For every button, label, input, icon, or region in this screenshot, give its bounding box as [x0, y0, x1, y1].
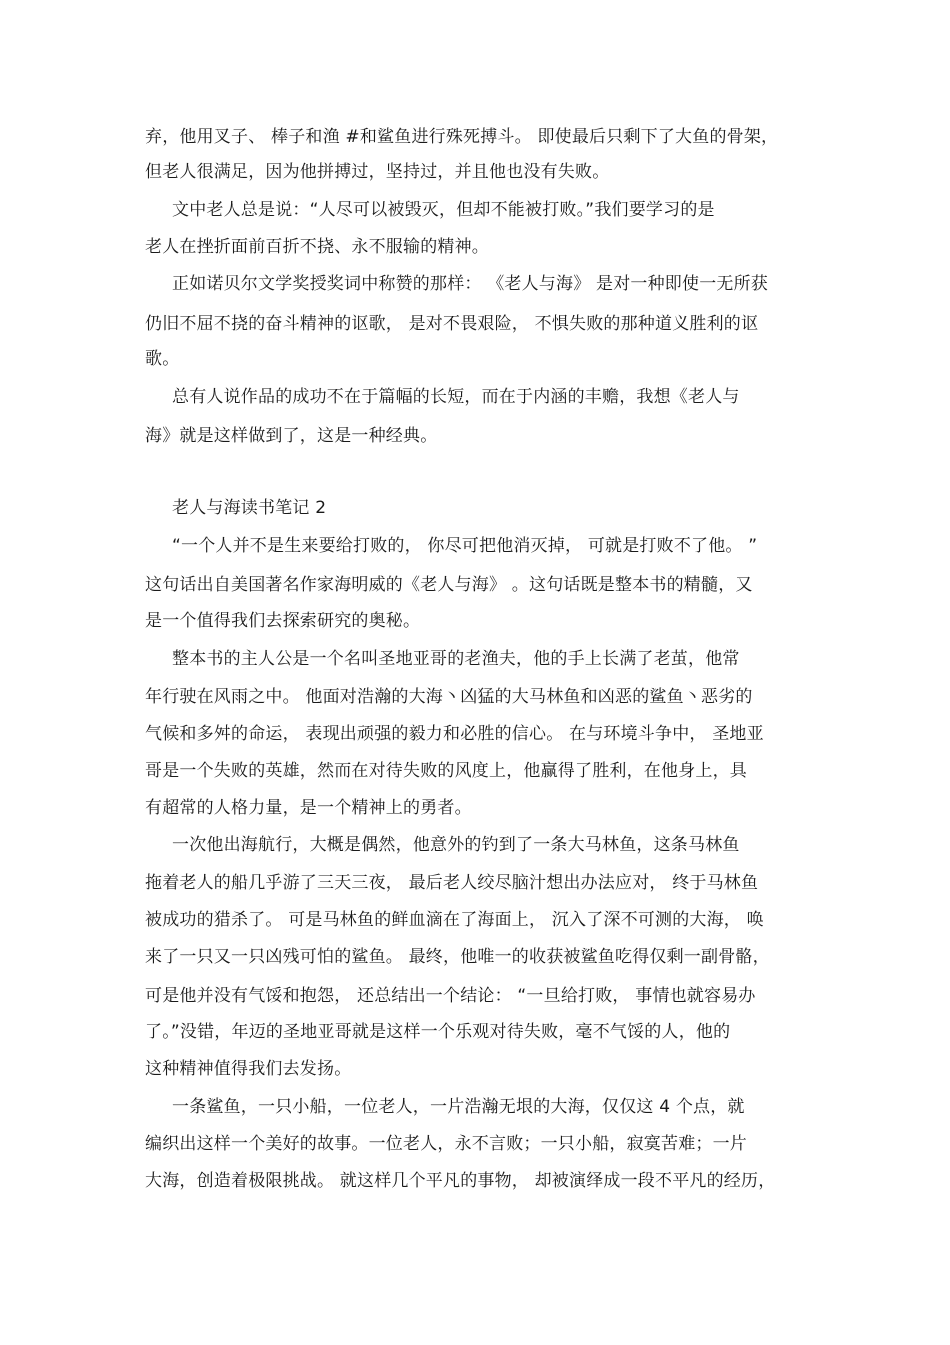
text-line: 正如诺贝尔文学奖授奖词中称赞的那样： 《老人与海》 是对一种即使一无所获	[172, 274, 769, 294]
text-line: 有超常的人格力量，是一个精神上的勇者。	[145, 798, 472, 818]
text-line: 但老人很满足，因为他拼搏过，坚持过，并且他也没有失败。	[145, 162, 610, 182]
text-line: 年行驶在风雨之中。 他面对浩瀚的大海丶凶猛的大马林鱼和凶恶的鲨鱼丶恶劣的	[145, 687, 753, 707]
text-line: 一次他出海航行，大概是偶然，他意外的钓到了一条大马林鱼，这条马林鱼	[172, 835, 740, 855]
text-line: 来了一只又一只凶残可怕的鲨鱼。 最终，他唯一的收获被鲨鱼吃得仅剩一副骨骼，	[145, 947, 770, 967]
text-line: 哥是一个失败的英雄，然而在对待失败的风度上，他赢得了胜利，在他身上，具	[145, 761, 747, 781]
text-line: 海》就是这样做到了，这是一种经典。	[145, 426, 438, 446]
text-line: 了。”没错，年迈的圣地亚哥就是这样一个乐观对待失败，毫不气馁的人，他的	[145, 1022, 731, 1042]
text-line: 这句话出自美国著名作家海明威的《老人与海》 。这句话既是整本书的精髓，又	[145, 575, 753, 595]
text-line: 可是他并没有气馁和抱怨， 还总结出一个结论： “一旦给打败， 事情也就容易办	[145, 986, 756, 1006]
text-line: 仍旧不屈不挠的奋斗精神的讴歌， 是对不畏艰险， 不惧失败的那种道义胜利的讴	[145, 314, 759, 334]
text-line: 拖着老人的船几乎游了三天三夜， 最后老人绞尽脑汁想出办法应对， 终于马林鱼	[145, 873, 759, 893]
text-line: 弃，他用叉子、 棒子和渔 #和鲨鱼进行殊死搏斗。 即使最后只剩下了大鱼的骨架，	[145, 127, 779, 147]
text-line: 大海，创造着极限挑战。 就这样几个平凡的事物， 却被演绎成一段不平凡的经历，	[145, 1171, 776, 1191]
text-line: 被成功的猎杀了。 可是马林鱼的鲜血滴在了海面上， 沉入了深不可测的大海， 唤	[145, 910, 764, 930]
text-line: 老人在挫折面前百折不挠、永不服输的精神。	[145, 237, 489, 257]
text-line: 一条鲨鱼，一只小船，一位老人，一片浩瀚无垠的大海，仅仅这 4 个点，就	[172, 1097, 745, 1117]
text-line: “一个人并不是生来要给打败的， 你尽可把他消灭掉， 可就是打败不了他。 ”	[172, 536, 758, 556]
text-line: 文中老人总是说：“人尽可以被毁灭，但却不能被打败。”我们要学习的是	[172, 200, 715, 220]
section-title: 老人与海读书笔记 2	[172, 498, 327, 518]
text-line: 编织出这样一个美好的故事。一位老人，永不言败；一只小船，寂寞苦难；一片	[145, 1134, 747, 1154]
text-line: 气候和多舛的命运， 表现出顽强的毅力和必胜的信心。 在与环境斗争中， 圣地亚	[145, 724, 764, 744]
text-line: 总有人说作品的成功不在于篇幅的长短，而在于内涵的丰赡，我想《老人与	[172, 387, 740, 407]
text-line: 歌。	[145, 349, 180, 369]
text-line: 整本书的主人公是一个名叫圣地亚哥的老渔夫，他的手上长满了老茧，他常	[172, 649, 740, 669]
text-line: 这种精神值得我们去发扬。	[145, 1059, 352, 1079]
text-line: 是一个值得我们去探索研究的奥秘。	[145, 611, 421, 631]
